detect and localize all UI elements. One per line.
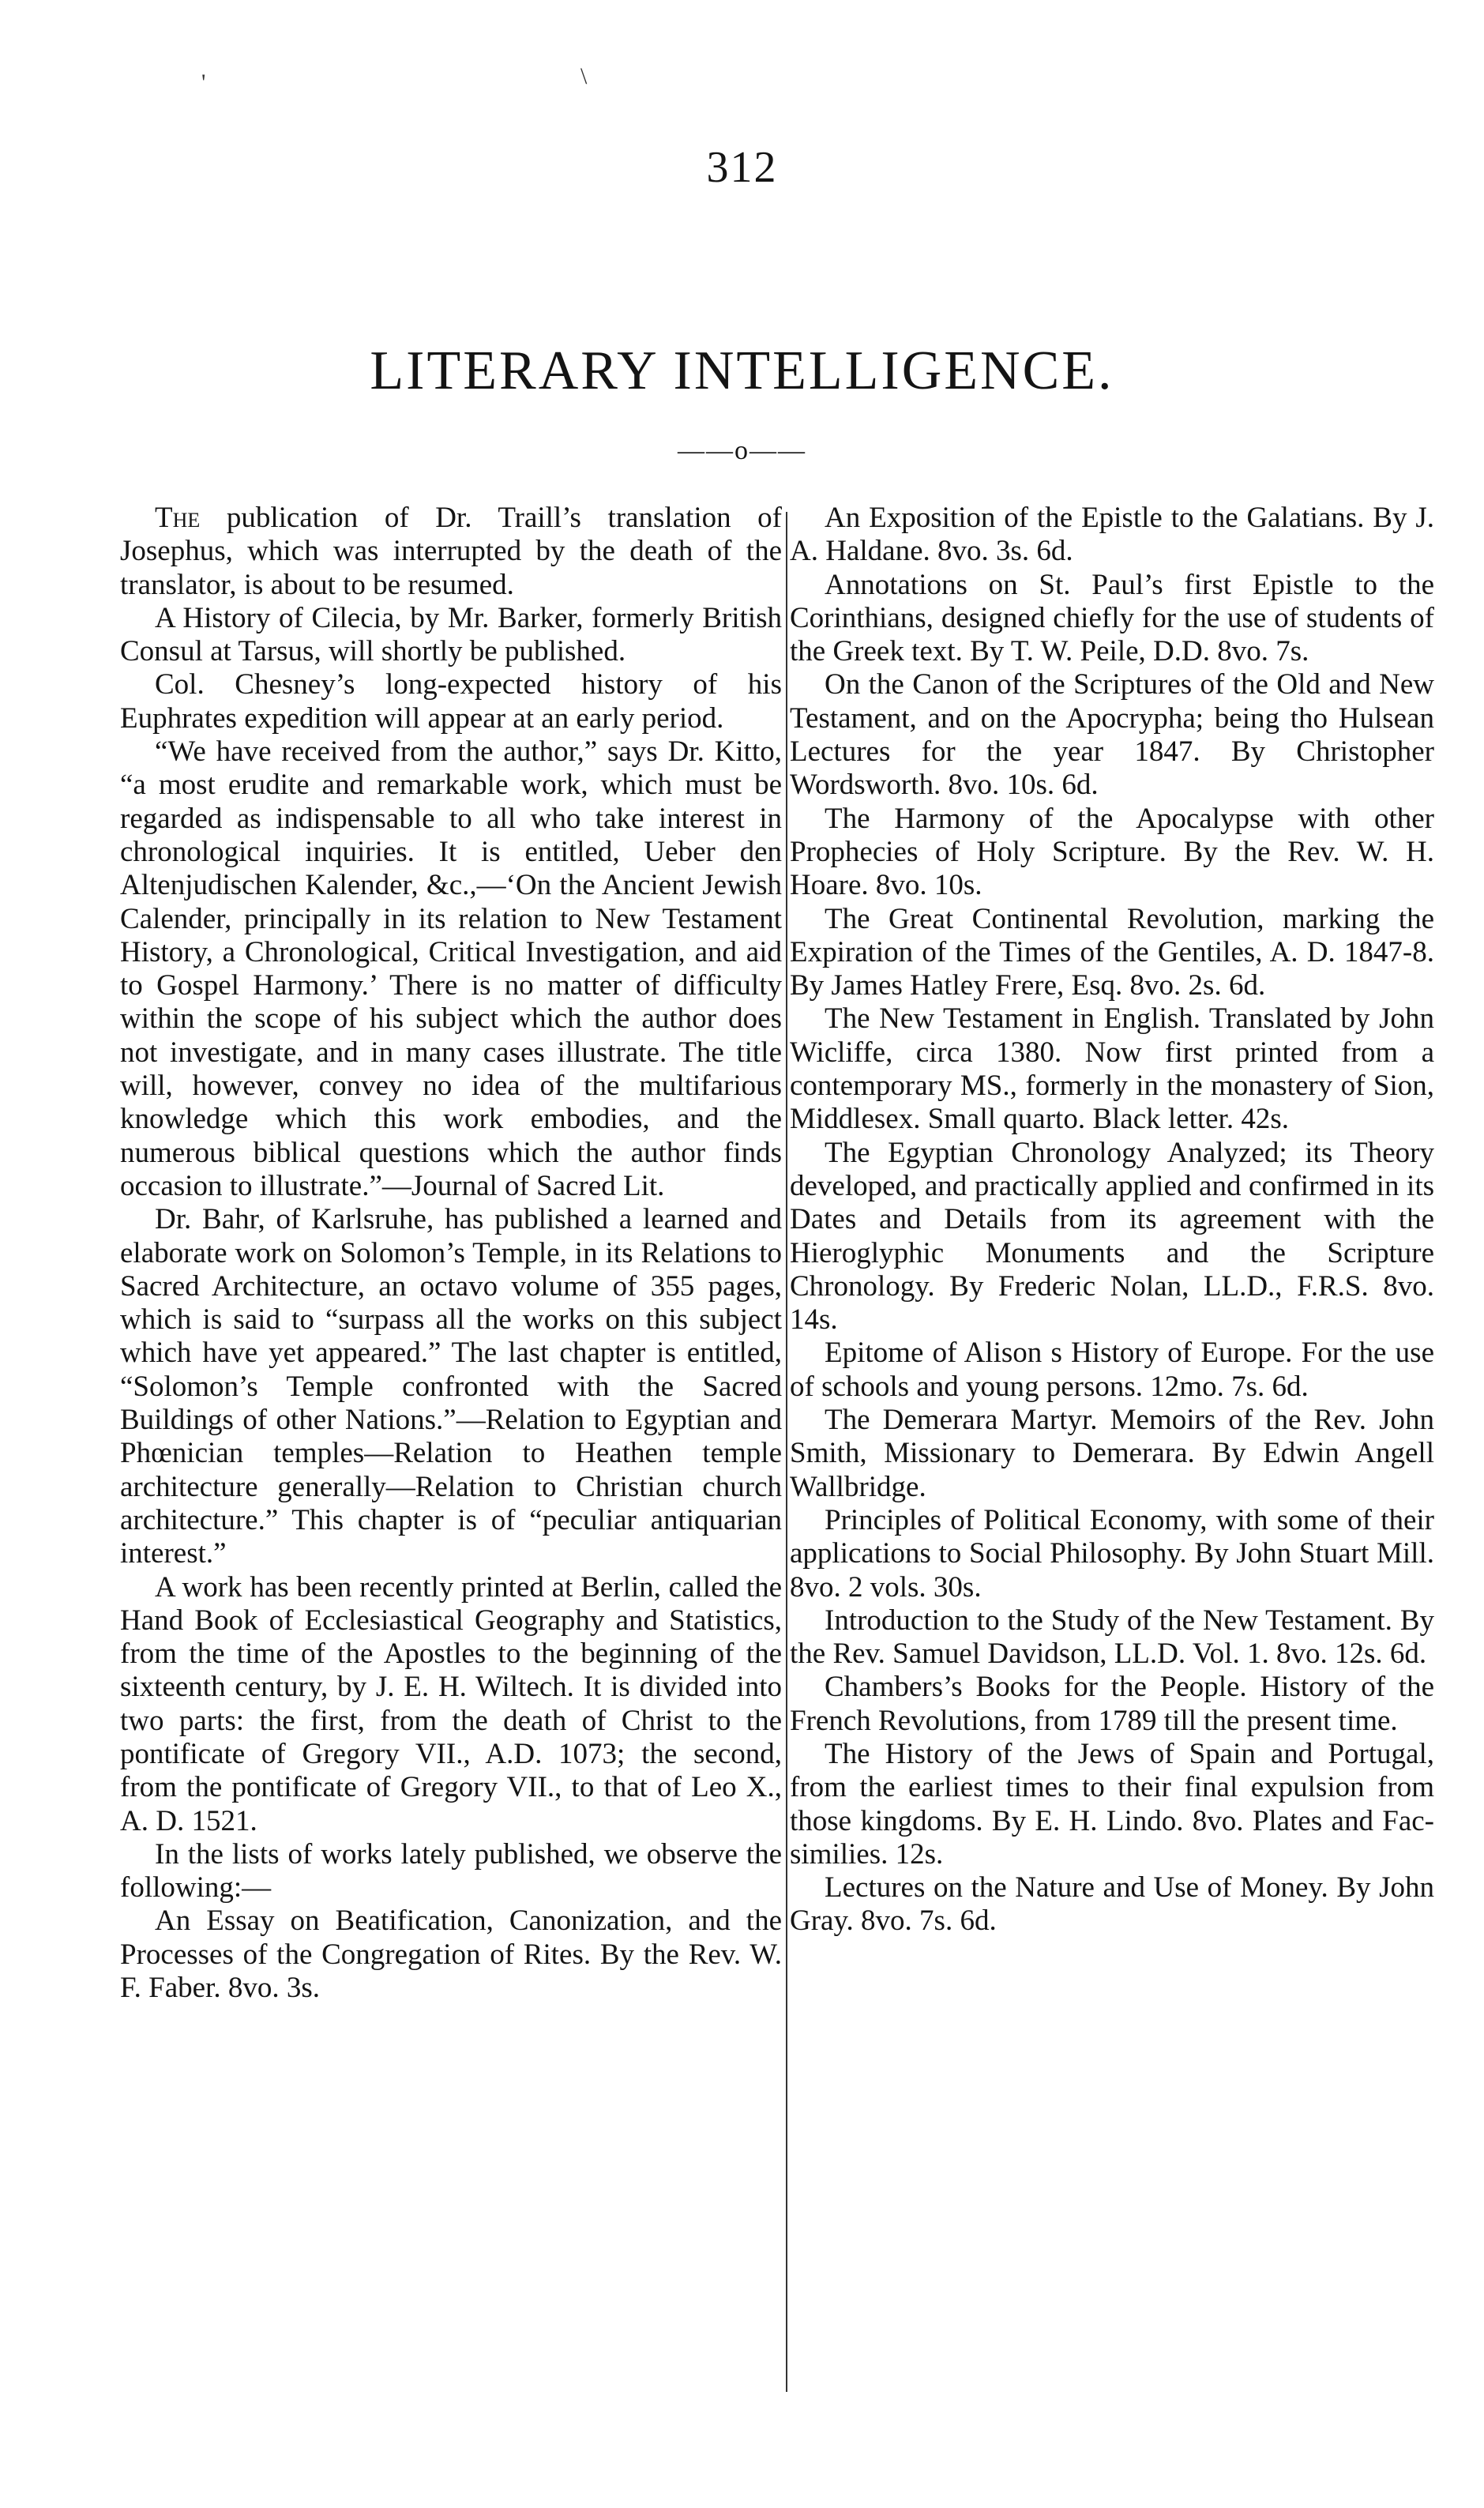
paragraph: An Essay on Beatification, Canonization, and the Processes of the Congregation of Rites. By the Rev. W. F. Faber. 8vo. 3s. [120, 1905, 782, 2005]
paragraph: In the lists of works lately published, we observe the following:— [120, 1837, 782, 1905]
right-column [790, 502, 1434, 1938]
book-listing: Principles of Political Economy, with some of their applications to Social Philosophy. By John Stuart Mill. 8vo. 2 vols. 30s. [790, 1503, 1434, 1604]
book-listing: Lectures on the Nature and Use of Money. By John Gray. 8vo. 7s. 6d. [790, 1871, 1434, 1938]
title-ornament: ——o—— [678, 436, 806, 465]
left-column [120, 502, 782, 2005]
book-listing: Chambers’s Books for the People. History of the French Revolutions, from 1789 till the present time. [790, 1671, 1434, 1737]
book-listing: An Exposition of the Epistle to the Galatians. By J. A. Haldane. 8vo. 3s. 6d. [790, 502, 1434, 568]
book-listing: Epitome of Alison s History of Europe. For the use of schools and young persons. 12mo. 7s. 6d. [790, 1337, 1434, 1403]
paragraph: A History of Cilecia, by Mr. Barker, formerly British Consul at Tarsus, will shortly be published. [120, 601, 782, 668]
book-listing: The New Testament in English. Translated by John Wicliffe, circa 1380. Now first printed from a contemporary MS., formerly in the monastery of Sion, Middlesex. Small quarto. Black letter. 42s. [790, 1002, 1434, 1136]
paragraph: A work has been recently printed at Berlin, called the Hand Book of Ecclesiastical Geography and Statistics, from the time of the Apostles to the beginning of the sixteenth century, by J. E. H. Wiltech. It is divided into two parts: the first, from the death of Christ to the pontificate of Gregory VII., A.D. 1073; the second, from the pontificate of Gregory VII., to that of Leo X., A. D. 1521. [120, 1570, 782, 1837]
print-speck: ' [201, 70, 206, 96]
column-divider [786, 512, 787, 2392]
book-listing: On the Canon of the Scriptures of the Old and New Testament, and on the Apocrypha; being tho Hulsean Lectures for the year 1847. By Christopher Wordsworth. 8vo. 10s. 6d. [790, 668, 1434, 802]
drop-lead: The [155, 502, 201, 534]
book-listing: The Egyptian Chronology Analyzed; its Theory developed, and practically applied and confirmed in its Dates and Details from its agreement with the Hieroglyphic Monuments and the Scripture Chronology. By Frederic Nolan, LL.D., F.R.S. 8vo. 14s. [790, 1136, 1434, 1337]
book-listing: The Harmony of the Apocalypse with other Prophecies of Holy Scripture. By the Rev. W. H. Hoare. 8vo. 10s. [790, 802, 1434, 902]
page-title: LITERARY INTELLIGENCE. [370, 340, 1114, 401]
page-number: 312 [706, 143, 778, 192]
book-listing: The History of the Jews of Spain and Portugal, from the earliest times to their final expulsion from those kingdoms. By E. H. Lindo. 8vo. Plates and Fac-similies. 12s. [790, 1737, 1434, 1871]
print-speck: \ [580, 63, 588, 89]
book-listing: The Demerara Martyr. Memoirs of the Rev. John Smith, Missionary to Demerara. By Edwin Angell Wallbridge. [790, 1404, 1434, 1503]
paragraph: “We have received from the author,” says Dr. Kitto, “a most erudite and remarkable work, which must be regarded as indispensable to all who take interest in chronological inquiries. It is entitled, Ueber den Altenjudischen Kalender, &c.,—‘On the Ancient Jewish Calender, principally in its relation to New Testament History, a Chronological, Critical Investigation, and aid to Gospel Harmony.’ There is no matter of difficulty within the scope of his subject which the author does not investigate, and in many cases illustrate. The title will, however, convey no idea of the multifarious knowledge which this work embodies, and the numerous biblical questions which the author finds occasion to illustrate.”—Journal of Sacred Lit. [120, 735, 782, 1202]
book-listing: Annotations on St. Paul’s first Epistle to the Corinthians, designed chiefly for the use of students of the Greek text. By T. W. Peile, D.D. 8vo. 7s. [790, 568, 1434, 668]
book-listing: The Great Continental Revolution, marking the Expiration of the Times of the Gentiles, A. D. 1847-8. By James Hatley Frere, Esq. 8vo. 2s. 6d. [790, 902, 1434, 1002]
book-listing: Introduction to the Study of the New Testament. By the Rev. Samuel Davidson, LL.D. Vol. 1. 8vo. 12s. 6d. [790, 1604, 1434, 1671]
paragraph: Dr. Bahr, of Karlsruhe, has published a learned and elaborate work on Solomon’s Temple, in its Relations to Sacred Architecture, an octavo volume of 355 pages, which is said to “surpass all the works on this subject which have yet appeared.” The last chapter is entitled, “Solomon’s Temple confronted with the Sacred Buildings of other Nations.”—Relation to Egyptian and Phœnician temples—Relation to Heathen temple architecture generally—Relation to Christian church architecture.” This chapter is of “peculiar antiquarian interest.” [120, 1203, 782, 1570]
paragraph: Col. Chesney’s long-expected history of his Euphrates expedition will appear at an early period. [120, 668, 782, 735]
paragraph: The publication of Dr. Traill’s translation of Josephus, which was interrupted by the death of the translator, is about to be resumed. [120, 502, 782, 601]
